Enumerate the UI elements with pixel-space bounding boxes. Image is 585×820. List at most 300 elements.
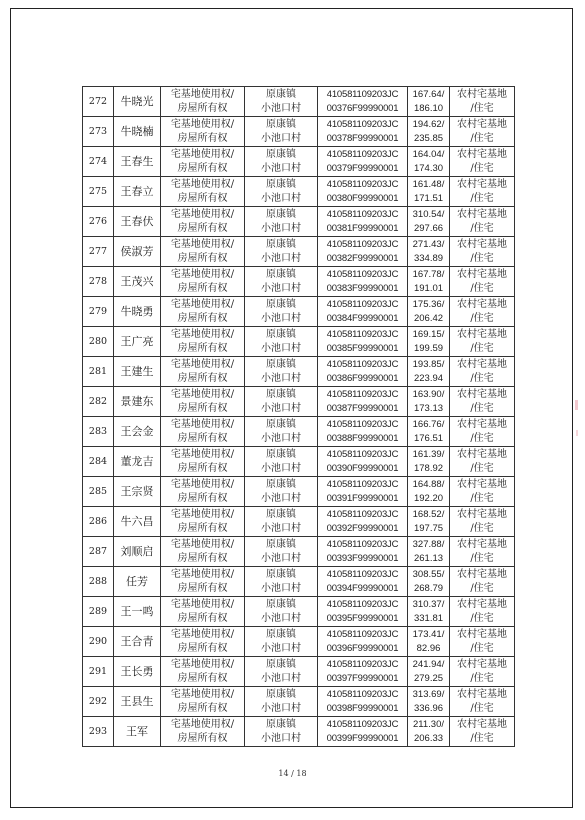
location-line: 小池口村 — [261, 522, 301, 534]
location-cell — [245, 567, 318, 597]
unit-code-cell — [318, 567, 408, 597]
land-use-cell — [450, 327, 515, 357]
area-value-line: 279.25 — [413, 672, 444, 684]
area-value-cell — [408, 477, 450, 507]
location-line: 小池口村 — [261, 132, 301, 144]
unit-code-cell — [318, 657, 408, 687]
unit-code-line: 410581109203JC — [326, 538, 399, 550]
unit-code-line: 410581109203JC — [326, 418, 399, 430]
area-value-line: 310.37/ — [412, 598, 445, 610]
right-type-line: 宅基地使用权/ — [170, 358, 235, 370]
area-value-line: 173.13 — [413, 402, 444, 414]
location-line: 小池口村 — [261, 252, 301, 264]
row-number-cell: 281 — [83, 357, 114, 387]
right-type-line: 房屋所有权 — [177, 672, 228, 684]
unit-code-line: 00380F99990001 — [326, 192, 399, 204]
unit-code-line: 00391F99990001 — [326, 492, 399, 504]
unit-code-line: 410581109203JC — [326, 658, 399, 670]
land-use-line: /住宅 — [470, 282, 494, 294]
location-line: 原康镇 — [266, 178, 296, 190]
unit-code-line: 410581109203JC — [326, 568, 399, 580]
row-number-cell: 280 — [83, 327, 114, 357]
land-use-line: 农村宅基地 — [457, 538, 507, 550]
land-use-line: /住宅 — [470, 672, 494, 684]
area-value-cell — [408, 447, 450, 477]
unit-code-cell — [318, 87, 408, 117]
land-use-cell — [450, 177, 515, 207]
land-use-line: /住宅 — [470, 702, 494, 714]
table-row — [83, 657, 515, 687]
land-use-line: /住宅 — [470, 192, 494, 204]
land-use-line: 农村宅基地 — [457, 478, 507, 490]
location-cell — [245, 417, 318, 447]
land-use-line: /住宅 — [470, 372, 494, 384]
location-cell — [245, 237, 318, 267]
table-row — [83, 717, 515, 747]
unit-code-line: 00390F99990001 — [326, 462, 399, 474]
owner-name-cell: 王会金 — [114, 417, 161, 447]
area-value-line: 206.42 — [413, 312, 444, 324]
right-type-cell — [161, 177, 245, 207]
unit-code-line: 410581109203JC — [326, 238, 399, 250]
area-value-cell — [408, 387, 450, 417]
land-use-line: /住宅 — [470, 492, 494, 504]
area-value-line: 164.88/ — [412, 478, 445, 490]
location-line: 原康镇 — [266, 118, 296, 130]
area-value-line: 82.96 — [416, 642, 441, 654]
land-use-line: 农村宅基地 — [457, 148, 507, 160]
area-value-line: 193.85/ — [412, 358, 445, 370]
unit-code-line: 00399F99990001 — [326, 732, 399, 744]
unit-code-line: 00398F99990001 — [326, 702, 399, 714]
right-type-line: 宅基地使用权/ — [170, 538, 235, 550]
right-type-line: 宅基地使用权/ — [170, 388, 235, 400]
table-row — [83, 627, 515, 657]
row-number-cell: 292 — [83, 687, 114, 717]
unit-code-line: 00381F99990001 — [326, 222, 399, 234]
right-type-line: 房屋所有权 — [177, 702, 228, 714]
location-line: 小池口村 — [261, 192, 301, 204]
location-cell — [245, 207, 318, 237]
unit-code-cell — [318, 267, 408, 297]
right-type-cell — [161, 87, 245, 117]
owner-name-cell: 任芳 — [114, 567, 161, 597]
area-value-line: 186.10 — [413, 102, 444, 114]
land-use-line: 农村宅基地 — [457, 568, 507, 580]
unit-code-line: 410581109203JC — [326, 598, 399, 610]
unit-code-line: 410581109203JC — [326, 688, 399, 700]
right-type-line: 房屋所有权 — [177, 132, 228, 144]
location-line: 原康镇 — [266, 268, 296, 280]
area-value-line: 308.55/ — [412, 568, 445, 580]
unit-code-line: 410581109203JC — [326, 508, 399, 520]
right-type-cell — [161, 237, 245, 267]
unit-code-cell — [318, 717, 408, 747]
area-value-cell — [408, 507, 450, 537]
land-use-cell — [450, 687, 515, 717]
page-number: 14 / 18 — [278, 769, 307, 778]
location-cell — [245, 297, 318, 327]
owner-name-cell: 王建生 — [114, 357, 161, 387]
right-type-cell — [161, 147, 245, 177]
unit-code-line: 00386F99990001 — [326, 372, 399, 384]
land-use-cell — [450, 87, 515, 117]
area-value-line: 164.04/ — [412, 148, 445, 160]
location-cell — [245, 357, 318, 387]
row-number-cell: 290 — [83, 627, 114, 657]
land-use-cell — [450, 267, 515, 297]
area-value-line: 331.81 — [413, 612, 444, 624]
right-type-cell — [161, 417, 245, 447]
unit-code-cell — [318, 297, 408, 327]
paper-mark — [576, 430, 578, 436]
unit-code-cell — [318, 117, 408, 147]
area-value-line: 167.64/ — [412, 88, 445, 100]
right-type-cell — [161, 627, 245, 657]
unit-code-cell — [318, 357, 408, 387]
location-cell — [245, 537, 318, 567]
row-number-cell: 283 — [83, 417, 114, 447]
land-use-line: /住宅 — [470, 582, 494, 594]
area-value-cell — [408, 537, 450, 567]
right-type-line: 宅基地使用权/ — [170, 328, 235, 340]
unit-code-line: 00376F99990001 — [326, 102, 399, 114]
location-line: 原康镇 — [266, 298, 296, 310]
location-cell — [245, 477, 318, 507]
land-use-line: 农村宅基地 — [457, 388, 507, 400]
area-value-line: 173.41/ — [412, 628, 445, 640]
land-use-line: /住宅 — [470, 312, 494, 324]
owner-name-cell: 景建东 — [114, 387, 161, 417]
land-use-line: 农村宅基地 — [457, 358, 507, 370]
area-value-cell — [408, 327, 450, 357]
land-use-cell — [450, 357, 515, 387]
records-table — [82, 86, 515, 747]
area-value-line: 211.30/ — [413, 718, 444, 730]
unit-code-line: 410581109203JC — [326, 178, 399, 190]
right-type-line: 宅基地使用权/ — [170, 268, 235, 280]
table-row — [83, 477, 515, 507]
unit-code-line: 00378F99990001 — [326, 132, 399, 144]
right-type-line: 房屋所有权 — [177, 312, 228, 324]
unit-code-line: 410581109203JC — [326, 88, 399, 100]
location-line: 原康镇 — [266, 148, 296, 160]
area-value-line: 327.88/ — [412, 538, 445, 550]
right-type-cell — [161, 357, 245, 387]
unit-code-line: 00395F99990001 — [326, 612, 399, 624]
location-line: 原康镇 — [266, 328, 296, 340]
land-use-line: 农村宅基地 — [457, 118, 507, 130]
right-type-line: 房屋所有权 — [177, 402, 228, 414]
location-cell — [245, 447, 318, 477]
unit-code-line: 00379F99990001 — [326, 162, 399, 174]
unit-code-cell — [318, 687, 408, 717]
table-row — [83, 357, 515, 387]
land-use-line: /住宅 — [470, 552, 494, 564]
unit-code-line: 410581109203JC — [326, 118, 399, 130]
land-use-line: /住宅 — [470, 612, 494, 624]
row-number-cell: 282 — [83, 387, 114, 417]
land-use-cell — [450, 507, 515, 537]
land-use-cell — [450, 417, 515, 447]
area-value-line: 235.85 — [413, 132, 444, 144]
location-cell — [245, 387, 318, 417]
unit-code-cell — [318, 447, 408, 477]
table-row — [83, 567, 515, 597]
table-row — [83, 417, 515, 447]
table-row — [83, 537, 515, 567]
land-use-cell — [450, 597, 515, 627]
land-use-line: 农村宅基地 — [457, 508, 507, 520]
owner-name-cell: 王县生 — [114, 687, 161, 717]
unit-code-line: 00384F99990001 — [326, 312, 399, 324]
land-use-cell — [450, 297, 515, 327]
area-value-cell — [408, 177, 450, 207]
area-value-line: 169.15/ — [412, 328, 445, 340]
unit-code-cell — [318, 237, 408, 267]
location-line: 原康镇 — [266, 538, 296, 550]
right-type-cell — [161, 447, 245, 477]
right-type-cell — [161, 207, 245, 237]
area-value-line: 197.75 — [413, 522, 444, 534]
unit-code-line: 410581109203JC — [326, 628, 399, 640]
right-type-line: 宅基地使用权/ — [170, 508, 235, 520]
row-number-cell: 288 — [83, 567, 114, 597]
unit-code-line: 00394F99990001 — [326, 582, 399, 594]
location-line: 小池口村 — [261, 552, 301, 564]
area-value-line: 174.30 — [413, 162, 444, 174]
right-type-cell — [161, 267, 245, 297]
table-row — [83, 267, 515, 297]
location-cell — [245, 117, 318, 147]
row-number-cell: 275 — [83, 177, 114, 207]
right-type-line: 房屋所有权 — [177, 432, 228, 444]
owner-name-cell: 王长勇 — [114, 657, 161, 687]
right-type-line: 宅基地使用权/ — [170, 448, 235, 460]
land-use-cell — [450, 237, 515, 267]
unit-code-cell — [318, 417, 408, 447]
unit-code-line: 00397F99990001 — [326, 672, 399, 684]
location-line: 小池口村 — [261, 642, 301, 654]
location-line: 小池口村 — [261, 162, 301, 174]
unit-code-cell — [318, 387, 408, 417]
location-line: 原康镇 — [266, 688, 296, 700]
location-line: 原康镇 — [266, 478, 296, 490]
owner-name-cell: 王茂兴 — [114, 267, 161, 297]
unit-code-line: 00382F99990001 — [326, 252, 399, 264]
land-use-cell — [450, 477, 515, 507]
unit-code-line: 00383F99990001 — [326, 282, 399, 294]
location-cell — [245, 597, 318, 627]
land-use-line: 农村宅基地 — [457, 418, 507, 430]
location-line: 原康镇 — [266, 628, 296, 640]
area-value-line: 161.48/ — [412, 178, 445, 190]
right-type-line: 宅基地使用权/ — [170, 148, 235, 160]
land-use-line: /住宅 — [470, 432, 494, 444]
land-use-cell — [450, 387, 515, 417]
area-value-cell — [408, 267, 450, 297]
area-value-line: 171.51 — [413, 192, 444, 204]
table-row — [83, 327, 515, 357]
right-type-line: 房屋所有权 — [177, 222, 228, 234]
land-use-line: 农村宅基地 — [457, 268, 507, 280]
row-number-cell: 274 — [83, 147, 114, 177]
owner-name-cell: 董龙吉 — [114, 447, 161, 477]
location-line: 原康镇 — [266, 88, 296, 100]
right-type-line: 房屋所有权 — [177, 252, 228, 264]
table-row — [83, 147, 515, 177]
location-cell — [245, 507, 318, 537]
area-value-line: 191.01 — [413, 282, 444, 294]
right-type-line: 房屋所有权 — [177, 582, 228, 594]
unit-code-line: 410581109203JC — [326, 448, 399, 460]
row-number-cell: 293 — [83, 717, 114, 747]
area-value-line: 163.90/ — [412, 388, 445, 400]
land-use-line: /住宅 — [470, 732, 494, 744]
area-value-cell — [408, 237, 450, 267]
location-cell — [245, 327, 318, 357]
land-use-cell — [450, 627, 515, 657]
land-use-line: 农村宅基地 — [457, 88, 507, 100]
row-number-cell: 272 — [83, 87, 114, 117]
land-use-cell — [450, 537, 515, 567]
land-use-line: /住宅 — [470, 252, 494, 264]
right-type-cell — [161, 507, 245, 537]
right-type-cell — [161, 717, 245, 747]
unit-code-line: 410581109203JC — [326, 328, 399, 340]
location-line: 小池口村 — [261, 282, 301, 294]
area-value-line: 176.51 — [413, 432, 444, 444]
area-value-cell — [408, 147, 450, 177]
unit-code-line: 00388F99990001 — [326, 432, 399, 444]
right-type-line: 宅基地使用权/ — [170, 88, 235, 100]
location-line: 小池口村 — [261, 672, 301, 684]
right-type-cell — [161, 297, 245, 327]
owner-name-cell: 王春立 — [114, 177, 161, 207]
unit-code-line: 410581109203JC — [326, 718, 399, 730]
land-use-line: /住宅 — [470, 462, 494, 474]
area-value-cell — [408, 297, 450, 327]
unit-code-line: 00385F99990001 — [326, 342, 399, 354]
area-value-cell — [408, 717, 450, 747]
area-value-line: 271.43/ — [412, 238, 445, 250]
land-use-line: 农村宅基地 — [457, 718, 507, 730]
land-use-cell — [450, 117, 515, 147]
unit-code-line: 00392F99990001 — [326, 522, 399, 534]
unit-code-line: 410581109203JC — [326, 478, 399, 490]
right-type-line: 房屋所有权 — [177, 522, 228, 534]
unit-code-line: 410581109203JC — [326, 358, 399, 370]
right-type-cell — [161, 327, 245, 357]
land-use-line: /住宅 — [470, 222, 494, 234]
right-type-line: 房屋所有权 — [177, 282, 228, 294]
land-use-line: 农村宅基地 — [457, 298, 507, 310]
right-type-line: 房屋所有权 — [177, 642, 228, 654]
land-use-line: 农村宅基地 — [457, 328, 507, 340]
right-type-line: 房屋所有权 — [177, 342, 228, 354]
unit-code-cell — [318, 597, 408, 627]
location-line: 原康镇 — [266, 358, 296, 370]
land-use-line: /住宅 — [470, 162, 494, 174]
location-line: 小池口村 — [261, 402, 301, 414]
location-line: 小池口村 — [261, 582, 301, 594]
land-use-line: /住宅 — [470, 522, 494, 534]
land-use-line: /住宅 — [470, 102, 494, 114]
right-type-line: 宅基地使用权/ — [170, 628, 235, 640]
unit-code-line: 410581109203JC — [326, 268, 399, 280]
owner-name-cell: 王合青 — [114, 627, 161, 657]
unit-code-line: 410581109203JC — [326, 388, 399, 400]
right-type-cell — [161, 117, 245, 147]
land-use-line: /住宅 — [470, 642, 494, 654]
land-use-cell — [450, 567, 515, 597]
owner-name-cell: 牛晓光 — [114, 87, 161, 117]
unit-code-line: 00393F99990001 — [326, 552, 399, 564]
area-value-cell — [408, 207, 450, 237]
row-number-cell: 279 — [83, 297, 114, 327]
area-value-line: 166.76/ — [412, 418, 445, 430]
location-line: 小池口村 — [261, 372, 301, 384]
area-value-line: 167.78/ — [412, 268, 445, 280]
location-cell — [245, 687, 318, 717]
location-line: 原康镇 — [266, 568, 296, 580]
location-cell — [245, 627, 318, 657]
unit-code-cell — [318, 207, 408, 237]
unit-code-line: 00396F99990001 — [326, 642, 399, 654]
land-use-line: /住宅 — [470, 342, 494, 354]
right-type-line: 房屋所有权 — [177, 552, 228, 564]
right-type-line: 宅基地使用权/ — [170, 568, 235, 580]
table-row — [83, 597, 515, 627]
area-value-line: 206.33 — [413, 732, 444, 744]
area-value-line: 192.20 — [413, 492, 444, 504]
unit-code-cell — [318, 147, 408, 177]
location-line: 小池口村 — [261, 432, 301, 444]
land-use-line: 农村宅基地 — [457, 178, 507, 190]
area-value-line: 268.79 — [413, 582, 444, 594]
owner-name-cell: 牛晓勇 — [114, 297, 161, 327]
right-type-line: 房屋所有权 — [177, 192, 228, 204]
right-type-line: 宅基地使用权/ — [170, 208, 235, 220]
area-value-line: 194.62/ — [412, 118, 445, 130]
land-use-cell — [450, 447, 515, 477]
land-use-cell — [450, 717, 515, 747]
unit-code-line: 410581109203JC — [326, 148, 399, 160]
owner-name-cell: 王广亮 — [114, 327, 161, 357]
land-use-line: 农村宅基地 — [457, 598, 507, 610]
area-value-line: 161.39/ — [412, 448, 445, 460]
land-use-cell — [450, 147, 515, 177]
table-row — [83, 447, 515, 477]
right-type-line: 宅基地使用权/ — [170, 478, 235, 490]
area-value-line: 297.66 — [413, 222, 444, 234]
owner-name-cell: 王军 — [114, 717, 161, 747]
area-value-cell — [408, 657, 450, 687]
location-line: 原康镇 — [266, 448, 296, 460]
area-value-line: 334.89 — [413, 252, 444, 264]
location-line: 小池口村 — [261, 612, 301, 624]
records-body — [83, 87, 515, 747]
owner-name-cell: 刘顺启 — [114, 537, 161, 567]
right-type-cell — [161, 657, 245, 687]
right-type-line: 宅基地使用权/ — [170, 178, 235, 190]
area-value-cell — [408, 687, 450, 717]
right-type-line: 房屋所有权 — [177, 372, 228, 384]
location-line: 小池口村 — [261, 492, 301, 504]
land-use-line: /住宅 — [470, 132, 494, 144]
location-line: 原康镇 — [266, 598, 296, 610]
row-number-cell: 286 — [83, 507, 114, 537]
